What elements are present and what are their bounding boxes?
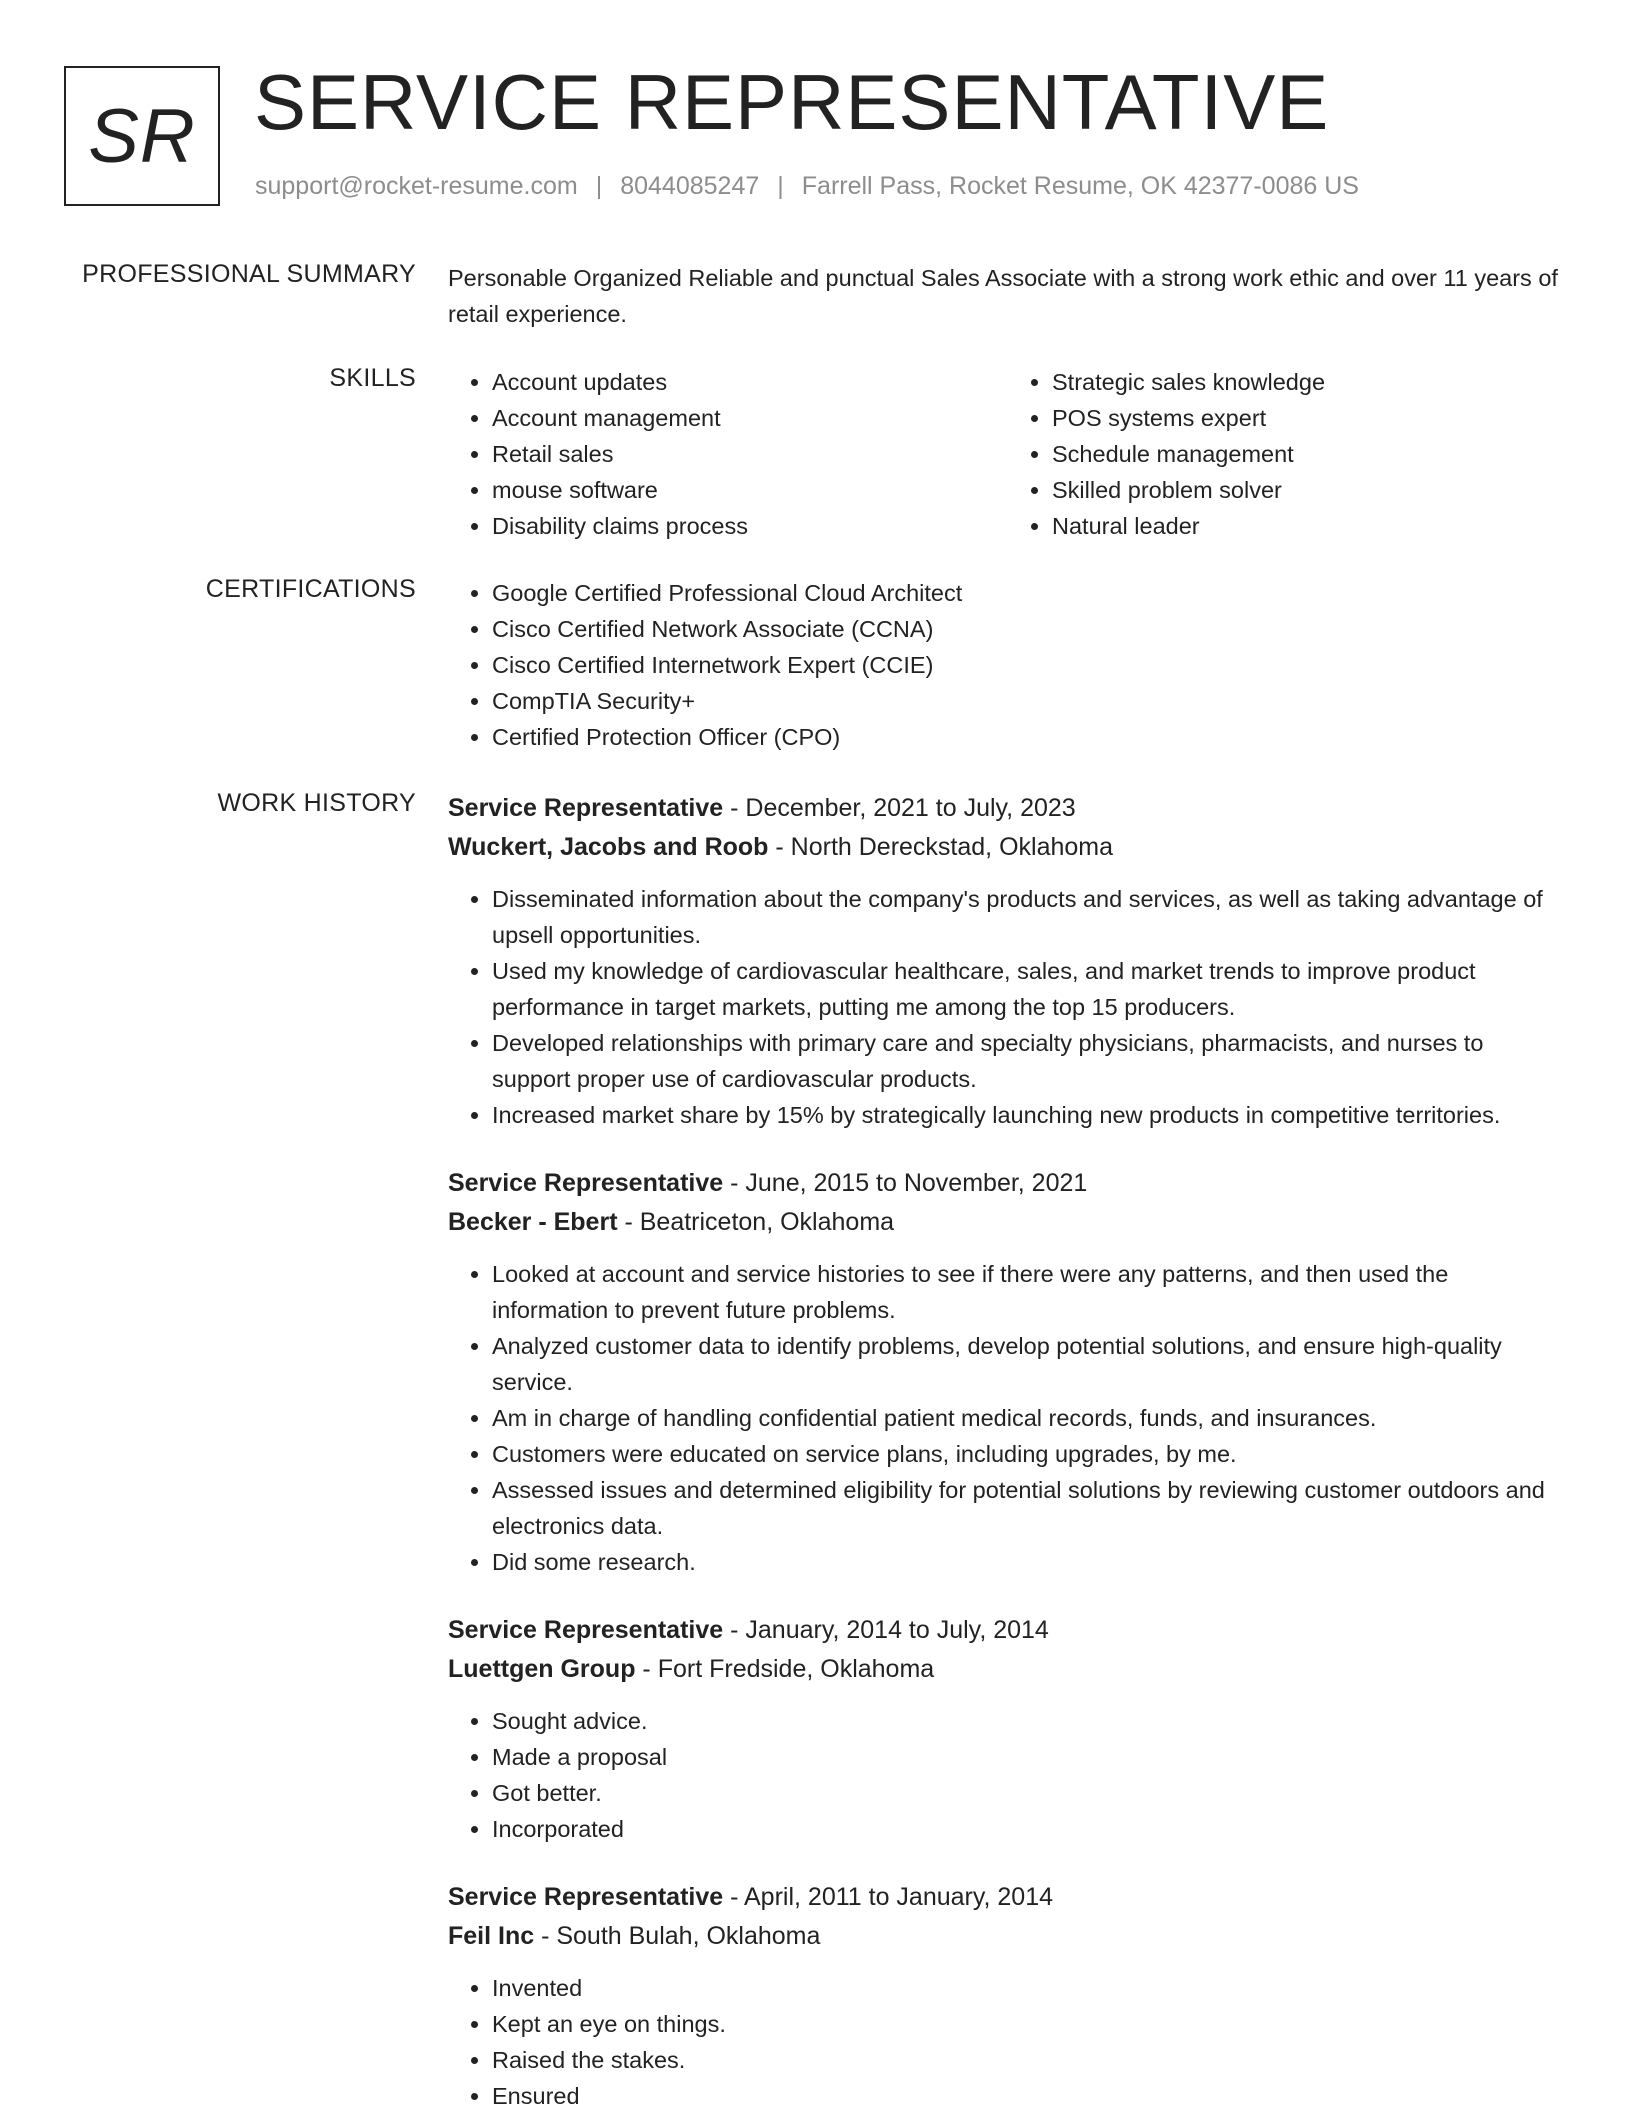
skills-content [448,364,1568,544]
certification-item: • Cisco Certified Network Associate (CCNA) [492,611,1568,647]
skill-item: • Disability claims process [492,508,1008,544]
page-title: SERVICE REPRESENTATIVE [254,58,1330,146]
job-role: Service Representative [448,1883,724,1911]
job-company-line [448,1650,1568,1689]
job-dates: - December, 2021 to July, 2023 [723,794,1076,822]
job-title-line [448,1611,1568,1650]
job-location: - North Dereckstad, Oklahoma [768,833,1114,861]
job-company: Feil Inc [448,1922,535,1950]
certification-item: • Google Certified Professional Cloud Architect [492,575,1568,611]
skill-item: • Schedule management [1052,436,1568,472]
job-bullet: • Incorporated [492,1811,1568,1847]
skill-item: • Retail sales [492,436,1008,472]
job-location: - Fort Fredside, Oklahoma [635,1655,935,1683]
section-label-certifications: CERTIFICATIONS [205,575,416,603]
monogram-logo: SR [64,66,220,206]
job-entry [448,1164,1568,1580]
job-role: Service Representative [448,1169,724,1197]
job-bullet: • Analyzed customer data to identify problems, develop potential solutions, and ensure high-quality service. [492,1328,1568,1400]
job-role: Service Representative [448,1616,724,1644]
section-label-work-history: WORK HISTORY [217,789,416,817]
certification-item: • Cisco Certified Internetwork Expert (CCIE) [492,647,1568,683]
job-bullet: • Got better. [492,1775,1568,1811]
contact-address: Farrell Pass, Rocket Resume, OK 42377-0086 US [801,172,1359,200]
job-location: - Beatriceton, Oklahoma [617,1208,895,1236]
job-company: Wuckert, Jacobs and Roob [448,833,769,861]
section-label-skills: SKILLS [329,364,416,392]
job-bullet: • Disseminated information about the company's products and services, as well as taking advantage of upsell opportunities. [492,881,1568,953]
job-bullet: • Developed relationships with primary care and specialty physicians, pharmacists, and nurses to support proper use of cardiovascular products. [492,1025,1568,1097]
job-entry [448,789,1568,1133]
certification-item: • CompTIA Security+ [492,683,1568,719]
skills-list-right [1008,364,1568,544]
contact-separator: | [595,172,603,200]
job-bullet: • Did some research. [492,1544,1568,1580]
job-role: Service Representative [448,794,724,822]
job-bullets [448,1970,1568,2114]
job-title-line [448,1164,1568,1203]
contact-phone[interactable]: 8044085247 [620,172,760,200]
job-dates: - April, 2011 to January, 2014 [723,1883,1054,1911]
skill-item: • Account management [492,400,1008,436]
job-company: Luettgen Group [448,1655,636,1683]
summary-text: Personable Organized Reliable and punctual Sales Associate with a strong work ethic and over 11 years of retail experience. [448,265,1558,327]
job-bullets [448,1256,1568,1580]
section-label-summary: PROFESSIONAL SUMMARY [82,260,416,288]
job-bullet: • Increased market share by 15% by strategically launching new products in competitive territories. [492,1097,1568,1133]
job-bullet: • Raised the stakes. [492,2042,1568,2078]
job-title-line [448,789,1568,828]
job-bullet: • Customers were educated on service plans, including upgrades, by me. [492,1436,1568,1472]
job-bullet: • Am in charge of handling confidential patient medical records, funds, and insurances. [492,1400,1568,1436]
job-bullet: • Assessed issues and determined eligibility for potential solutions by reviewing customer outdoors and electronics data. [492,1472,1568,1544]
job-dates: - June, 2015 to November, 2021 [723,1169,1088,1197]
job-company: Becker - Ebert [448,1208,618,1236]
job-bullet: • Ensured [492,2078,1568,2114]
certification-item: • Certified Protection Officer (CPO) [492,719,1568,755]
job-dates: - January, 2014 to July, 2014 [723,1616,1049,1644]
job-company-line [448,828,1568,867]
job-entry [448,1611,1568,1847]
job-bullet: • Made a proposal [492,1739,1568,1775]
skill-item: • Natural leader [1052,508,1568,544]
contact-email[interactable]: support@rocket-resume.com [255,172,578,200]
job-bullet: • Looked at account and service histories to see if there were any patterns, and then used the information to prevent future problems. [492,1256,1568,1328]
job-location: - South Bulah, Oklahoma [534,1922,821,1950]
job-bullet: • Invented [492,1970,1568,2006]
contact-line [255,172,1359,201]
skill-item: • Account updates [492,364,1008,400]
skill-item: • POS systems expert [1052,400,1568,436]
skill-item: • Skilled problem solver [1052,472,1568,508]
job-company-line [448,1203,1568,1242]
summary-content [448,260,1568,332]
job-bullet: • Sought advice. [492,1703,1568,1739]
job-title-line [448,1878,1568,1917]
certifications-content [448,575,1568,755]
job-bullet: • Used my knowledge of cardiovascular healthcare, sales, and market trends to improve product performance in target markets, putting me among the top 15 producers. [492,953,1568,1025]
skill-item: • Strategic sales knowledge [1052,364,1568,400]
skills-list-left [448,364,1008,544]
skill-item: • mouse software [492,472,1008,508]
job-entry [448,1878,1568,2114]
certifications-list [448,575,1568,755]
job-bullets [448,1703,1568,1847]
job-bullet: • Kept an eye on things. [492,2006,1568,2042]
work-history-content [448,789,1568,2114]
job-company-line [448,1917,1568,1956]
job-bullets [448,881,1568,1133]
contact-separator: | [777,172,784,200]
